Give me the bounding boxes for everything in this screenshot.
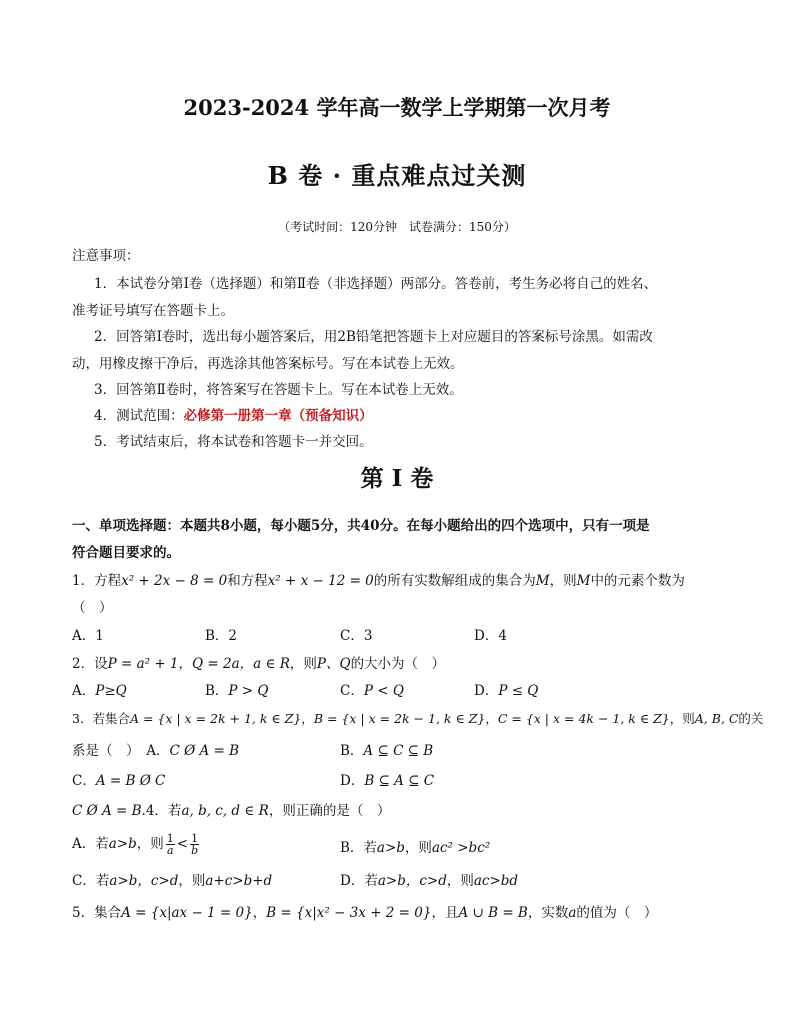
- note-5: 5．考试结束后，将本试卷和答题卡一并交回。: [94, 434, 373, 450]
- q5-set-a: A = {x|ax − 1 = 0}: [121, 905, 253, 921]
- condition: a>b，c>d: [109, 873, 179, 889]
- q3-option-b: [340, 739, 433, 759]
- option-value: P < Q: [363, 683, 404, 699]
- test-scope: 必修第一册第一章（预备知识）: [183, 408, 373, 424]
- part1-instruction-line-2: 符合题目要求的。: [72, 545, 180, 561]
- exam-subtitle: B 卷 · 重点难点过关测: [267, 161, 527, 190]
- section-title: 第 I 卷: [360, 465, 434, 492]
- q4-option-c: [72, 869, 272, 889]
- q1-set-m: M: [576, 573, 591, 589]
- q4-text: .4．若: [141, 803, 182, 819]
- q2-expression: P = a² + 1，Q = 2a，a ∈ R: [107, 656, 290, 672]
- option-label: D．: [474, 683, 499, 699]
- note-3: 3．回答第Ⅱ卷时，将答案写在答题卡上。写在本试卷上无效。: [94, 382, 463, 398]
- q1-option-b: B．2: [205, 628, 238, 644]
- q1-equation-2: x² + x − 12 = 0: [267, 573, 374, 589]
- q1-option-c: C．3: [340, 628, 373, 644]
- q1-text: 的所有实数解组成的集合为: [373, 573, 536, 589]
- option-label: D．: [340, 773, 365, 789]
- q5-condition: A ∪ B = B: [458, 905, 528, 921]
- q5-text: ，且: [431, 905, 459, 921]
- q3-text: 的关: [738, 711, 764, 726]
- q4-option-a: [72, 832, 201, 856]
- q1-text: 中的元素个数为: [590, 573, 685, 589]
- q2-option-b: [205, 679, 268, 699]
- note-1-line-1: 1．本试卷分第Ⅰ卷（选择题）和第Ⅱ卷（非选择题）两部分。答卷前，考生务必将自己的姓名、: [94, 276, 658, 292]
- separator: ，: [301, 711, 314, 726]
- notes-heading: 注意事项：: [72, 248, 140, 264]
- denominator: a: [166, 844, 174, 857]
- option-value: P≥Q: [95, 683, 127, 699]
- q2-option-c: [340, 679, 404, 699]
- q3-abc: A, B, C: [694, 711, 739, 726]
- condition: a>b，c>d: [377, 873, 447, 889]
- q3-option-c: [72, 769, 165, 789]
- q5-text: 的值为（ ）: [576, 905, 658, 921]
- numerator: 1: [191, 832, 199, 845]
- option-label: C．: [340, 683, 364, 699]
- note-1-line-2: 准考证号填写在答题卡上。: [72, 303, 234, 319]
- option-label: C．: [72, 773, 96, 789]
- then-text: ，则: [136, 836, 164, 852]
- q4-option-b: [340, 836, 490, 856]
- then-text: ，则: [446, 873, 474, 889]
- result: ac>bd: [473, 873, 519, 889]
- q1-text: 和方程: [227, 573, 268, 589]
- option-value: P ≤ Q: [498, 683, 539, 699]
- then-text: ，则: [178, 873, 206, 889]
- q1-option-d: D．4: [474, 628, 507, 644]
- q3-set-a: A = {x | x = 2k + 1, k ∈ Z}: [129, 711, 302, 726]
- denominator: b: [191, 844, 199, 857]
- q2-option-d: [474, 679, 538, 699]
- part1-instruction-line-1: 一、单项选择题：本题共8小题，每小题5分，共40分。在每小题给出的四个选项中，只有一项是: [72, 518, 650, 534]
- q3-text: 系是（ ） A．: [72, 743, 170, 759]
- q3-text: ，则: [669, 711, 695, 726]
- q1-option-a: A．1: [72, 628, 104, 644]
- question-3-stem: [72, 709, 763, 727]
- q1-set-m: M: [535, 573, 550, 589]
- option-value: A = B Ø C: [95, 773, 166, 789]
- note-2-line-1: 2．回答第Ⅰ卷时，选出每小题答案后，用2B铅笔把答题卡上对应题目的答案标号涂黑。如需改: [94, 329, 653, 345]
- note-4-prefix: 4．测试范围：: [94, 408, 184, 424]
- q4-text: ，则正确的是（ ）: [268, 803, 391, 819]
- note-4: [94, 404, 373, 424]
- option-label: C．若: [72, 873, 110, 889]
- option-label: B．: [205, 683, 229, 699]
- option-label: B．若: [340, 840, 377, 856]
- q2-text: 的大小为（ ）: [350, 656, 446, 672]
- q5-variable: a: [568, 905, 577, 921]
- q1-answer-paren: （ ）: [72, 600, 113, 616]
- result: ac² >bc²: [431, 840, 491, 856]
- question-1-stem: [72, 569, 685, 589]
- less-than: <: [176, 836, 189, 852]
- q4-vars: a, b, c, d ∈ R: [181, 803, 269, 819]
- question-2-stem: [72, 652, 445, 672]
- q5-text: ，实数: [527, 905, 569, 921]
- q3-option-d: [340, 769, 434, 789]
- then-text: ，则: [404, 840, 432, 856]
- option-label: B．: [340, 743, 364, 759]
- note-2-line-2: 动，用橡皮擦干净后，再选涂其他答案标号。写在本试卷上无效。: [72, 356, 464, 372]
- q3-set-b: B = {x | x = 2k − 1, k ∈ Z}: [313, 711, 486, 726]
- q1-text: 1．方程: [72, 573, 122, 589]
- option-label: D．若: [340, 873, 378, 889]
- q4-option-d: [340, 869, 518, 889]
- q1-equation-1: x² + 2x − 8 = 0: [121, 573, 228, 589]
- exam-title: 2023-2024 学年高一数学上学期第一次月考: [183, 95, 611, 120]
- q3-line-2: [72, 739, 239, 759]
- numerator: 1: [166, 832, 174, 845]
- q4-carryover: C Ø A = B: [72, 803, 142, 819]
- option-label: A．若: [72, 836, 109, 852]
- condition: a>b: [376, 840, 405, 856]
- condition: a>b: [108, 836, 137, 852]
- q1-text: ，则: [549, 573, 577, 589]
- option-value: A ⊆ C ⊆ B: [363, 743, 434, 759]
- q3-option-a: C Ø A = B: [169, 743, 240, 759]
- separator: ，: [485, 711, 498, 726]
- q3-text: 3．若集合: [72, 711, 130, 726]
- result: a+c>b+d: [205, 873, 273, 889]
- q2-pq: P、Q: [316, 656, 351, 672]
- separator: ，: [252, 905, 267, 921]
- option-value: P > Q: [228, 683, 269, 699]
- option-value: B ⊆ A ⊆ C: [364, 773, 435, 789]
- q5-set-b: B = {x|x² − 3x + 2 = 0}: [266, 905, 432, 921]
- q2-text: 2．设: [72, 656, 108, 672]
- question-5-stem: [72, 901, 657, 921]
- fraction: [166, 833, 175, 856]
- q2-text: ，则: [289, 656, 317, 672]
- question-4-stem: [72, 799, 390, 819]
- fraction: [190, 833, 199, 856]
- q3-set-c: C = {x | x = 4k − 1, k ∈ Z}: [497, 711, 670, 726]
- option-label: A．: [72, 683, 96, 699]
- q2-option-a: [72, 679, 127, 699]
- q5-text: 5．集合: [72, 905, 122, 921]
- exam-info: （考试时间：120分钟 试卷满分：150分）: [278, 220, 516, 234]
